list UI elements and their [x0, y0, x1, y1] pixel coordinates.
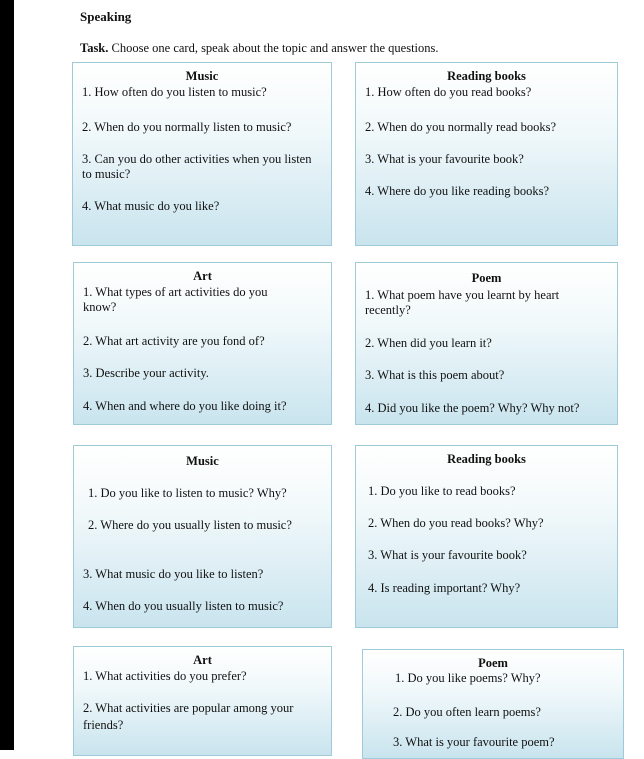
card-question: 2. What activities are popular among your friends?	[83, 701, 294, 732]
task-text: Choose one card, speak about the topic and answer the questions.	[111, 41, 439, 55]
card-music-1	[72, 62, 332, 246]
card-title: Art	[193, 269, 212, 283]
card-poem-1	[355, 262, 618, 425]
card-question: 2. When do you read books? Why?	[368, 516, 544, 530]
card-question: 3. What is your favourite book?	[368, 548, 527, 562]
card-title: Music	[185, 69, 219, 83]
card-title: Poem	[478, 656, 508, 670]
card-music-2	[73, 445, 332, 628]
card-question: 2. What art activity are you fond of?	[83, 334, 265, 348]
card-title: Music	[186, 454, 219, 468]
card-question: 4. Did you like the poem? Why? Why not?	[365, 401, 580, 415]
card-question: 2. When do you normally listen to music?	[82, 120, 292, 134]
card-question: 3. Can you do other activities when you listen to music?	[82, 152, 312, 181]
card-question: 4. What music do you like?	[82, 199, 220, 213]
card-question: 3. Describe your activity.	[83, 366, 209, 380]
card-question: 1. How often do you listen to music?	[82, 85, 267, 99]
left-edge-bar	[0, 0, 14, 750]
card-title: Reading books	[447, 69, 526, 83]
card-question: 2. Where do you usually listen to music?	[88, 518, 292, 532]
card-art-2	[73, 646, 332, 756]
card-poem-2	[362, 649, 624, 759]
card-question: 1. What activities do you prefer?	[83, 669, 247, 683]
card-question: 4. Where do you like reading books?	[365, 184, 550, 198]
card-question: 2. When did you learn it?	[365, 336, 492, 350]
page-title: Speaking	[80, 9, 132, 24]
card-question: 1. What types of art activities do you know?	[83, 285, 268, 314]
card-question: 4. When do you usually listen to music?	[83, 599, 284, 613]
card-question: 4. Is reading important? Why?	[368, 581, 521, 595]
card-question: 2. When do you normally read books?	[365, 120, 557, 134]
task-label: Task.	[80, 41, 109, 55]
task-instruction	[80, 41, 439, 56]
card-title: Poem	[471, 271, 502, 285]
card-question: 1. Do you like to listen to music? Why?	[88, 486, 287, 500]
card-reading-books-1	[355, 62, 618, 246]
card-question: 3. What is this poem about?	[365, 368, 505, 382]
card-reading-books-2	[355, 445, 618, 628]
card-question: 3. What is your favourite book?	[365, 152, 524, 166]
card-title: Reading books	[447, 452, 526, 466]
card-title: Art	[193, 653, 212, 667]
card-question: 4. When and where do you like doing it?	[83, 399, 287, 413]
card-question: 1. Do you like poems? Why?	[395, 671, 541, 685]
card-question: 1. Do you like to read books?	[368, 484, 516, 498]
card-question: 3. What music do you like to listen?	[83, 567, 264, 581]
card-question: 3. What is your favourite poem?	[393, 735, 555, 749]
card-art-1	[73, 262, 332, 425]
card-question: 1. How often do you read books?	[365, 85, 532, 99]
card-question: 2. Do you often learn poems?	[393, 705, 541, 719]
card-question: 1. What poem have you learnt by heart recently?	[365, 288, 560, 317]
